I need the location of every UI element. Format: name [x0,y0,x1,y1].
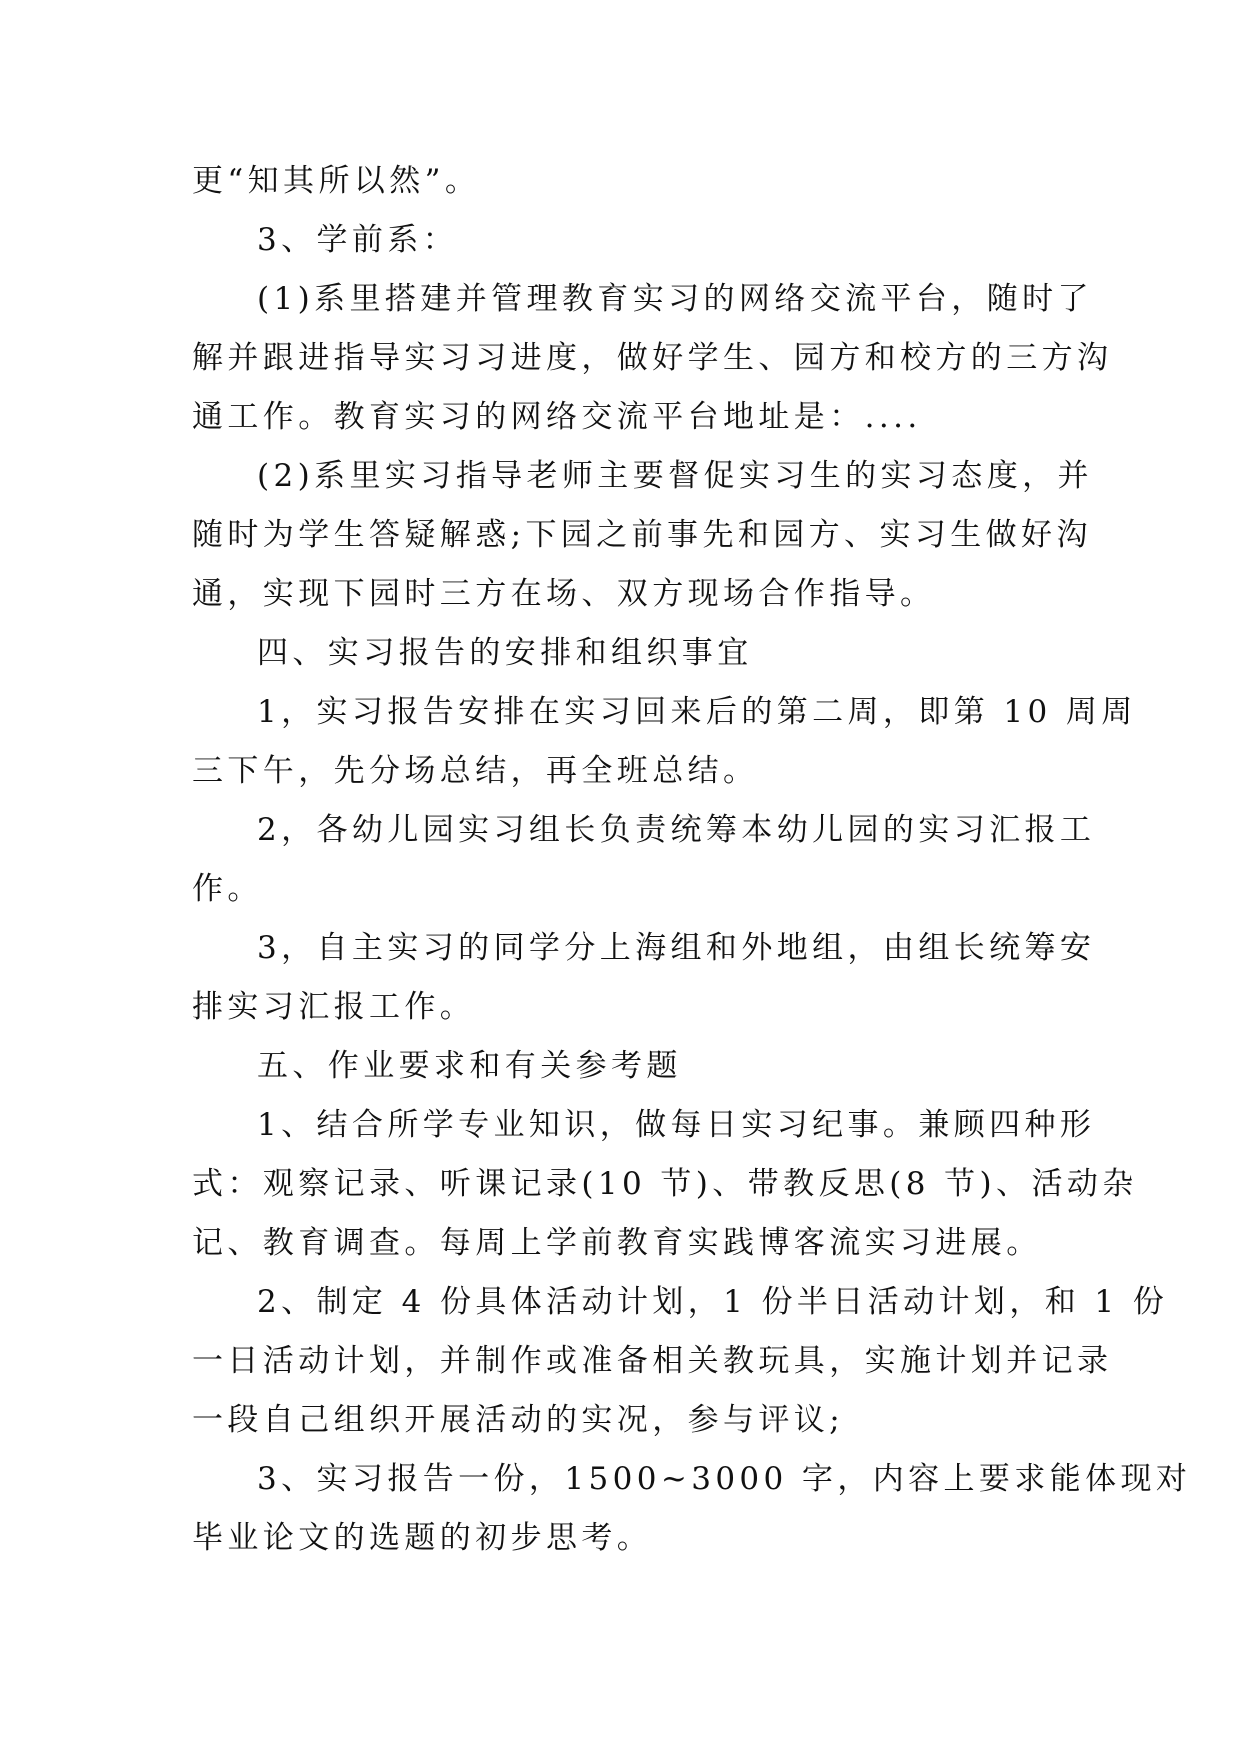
text-line: 更“知其所以然”。 [192,163,481,199]
text-line: 毕业论文的选题的初步思考。 [192,1520,653,1556]
text-line: 1、结合所学专业知识，做每日实习纪事。兼顾四种形 [257,1107,1096,1143]
section-heading-preschool: 3、学前系： [257,222,459,258]
text-line: 2、制定 4 份具体活动计划，1 份半日活动计划，和 1 份 [257,1284,1169,1320]
text-line: (2)系里实习指导老师主要督促实习生的实习态度，并 [257,458,1093,494]
text-line: 通工作。教育实习的网络交流平台地址是：.... [192,399,922,435]
text-line: (1)系里搭建并管理教育实习的网络交流平台，随时了 [257,281,1093,317]
text-line: 1，实习报告安排在实习回来后的第二周，即第 10 周周 [257,694,1137,730]
text-line: 解并跟进指导实习习进度，做好学生、园方和校方的三方沟 [192,340,1113,376]
text-line: 3、实习报告一份，1500~3000 字，内容上要求能体现对 [257,1461,1192,1497]
text-line: 一日活动计划，并制作或准备相关教玩具，实施计划并记录 [192,1343,1113,1379]
text-line: 记、教育调查。每周上学前教育实践博客流实习进展。 [192,1225,1042,1261]
document-body [192,152,1192,1568]
text-line: 一段自己组织开展活动的实况，参与评议; [192,1402,845,1438]
text-line: 3，自主实习的同学分上海组和外地组，由组长统筹安 [257,930,1096,966]
text-line: 作。 [192,871,263,907]
text-line: 三下午，先分场总结，再全班总结。 [192,753,759,789]
text-line: 2，各幼儿园实习组长负责统筹本幼儿园的实习汇报工 [257,812,1096,848]
text-line: 随时为学生答疑解惑;下园之前事先和园方、实习生做好沟 [192,517,1092,553]
text-line: 式：观察记录、听课记录(10 节)、带教反思(8 节)、活动杂 [192,1166,1138,1202]
section-heading-assignments: 五、作业要求和有关参考题 [257,1048,682,1084]
section-heading-report: 四、实习报告的安排和组织事宜 [257,635,753,671]
text-line: 排实习汇报工作。 [192,989,476,1025]
text-line: 通，实现下园时三方在场、双方现场合作指导。 [192,576,936,612]
